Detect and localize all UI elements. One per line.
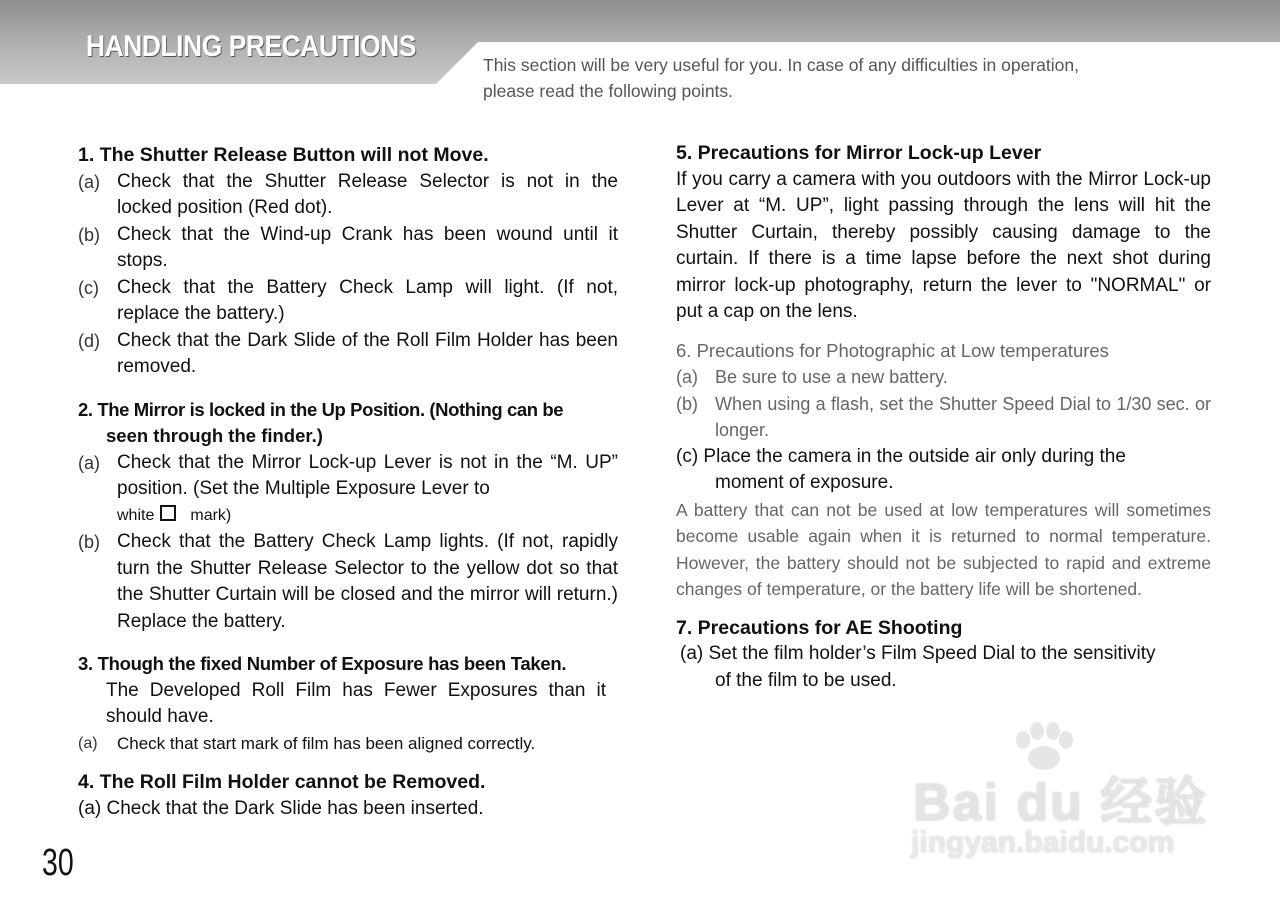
section-6-item-a (676, 364, 1211, 391)
section-2-item-a (78, 450, 618, 530)
item-text: Check that the Mirror Lock-up Lever is not in the “M. UP” position. (Set the Multiple Exposure Lever to (117, 451, 618, 499)
section-7 (676, 615, 1211, 695)
section-4 (78, 769, 618, 822)
section-2-title-cont: seen through the finder.) (106, 425, 323, 446)
section-6-item-c-cont: moment of exposure. (715, 472, 894, 493)
item-marker: (a) (78, 171, 100, 192)
section-2-title: 2. The Mirror is locked in the Up Position. (Nothing can be (78, 398, 564, 420)
item-marker: (a) (78, 734, 98, 752)
page-title: HANDLING PRECAUTIONS (86, 30, 417, 63)
section-1 (78, 142, 618, 381)
section-5-body: If you carry a camera with you outdoors with the Mirror Lock-up Lever at “M. UP”, light passing through the lens will hit the Shutter Curtain, thereby possibly causing damage to the curtain. If there is a time lapse before the next shot during mirror lock-up photography, return the lever to "NORMAL" or put a cap on the lens. (676, 168, 1211, 322)
intro-line-1: This section will be very useful for you. In case of any difficulties in operation, (483, 55, 1079, 75)
section-2-item-b (78, 529, 618, 635)
section-1-item-d (78, 328, 618, 381)
intro-line-2: please read the following points. (483, 81, 734, 101)
section-6-title: 6. Precautions for Photographic at Low temperatures (676, 339, 1109, 361)
mark-label: mark) (190, 506, 232, 524)
item-marker: (a) (78, 452, 100, 473)
right-column (676, 140, 1211, 694)
watermark-logo-text: Bai du 经验 (913, 774, 1209, 832)
section-4-item-a: (a) Check that the Dark Slide has been inserted. (78, 797, 484, 819)
section-1-title: 1. The Shutter Release Button will not Move. (78, 144, 489, 166)
section-3-body: The Developed Roll Film has Fewer Exposures than it should have. (106, 679, 606, 727)
item-text: Check that the Dark Slide of the Roll Film Holder has been removed. (117, 329, 618, 377)
page-number: 30 (42, 842, 74, 884)
section-3-item-a (78, 731, 618, 758)
item-text: Check that the Shutter Release Selector is not in the locked position (Red dot). (117, 170, 618, 218)
section-7-title: 7. Precautions for AE Shooting (676, 616, 963, 639)
section-6-item-b (676, 391, 1211, 444)
item-text: Check that the Battery Check Lamp will light. (If not, replace the battery.) (117, 276, 618, 324)
item-text: Check that the Wind-up Crank has been wound until it stops. (117, 223, 618, 271)
section-1-item-a (78, 169, 618, 222)
section-1-item-b (78, 222, 618, 275)
square-mark-icon (160, 505, 176, 521)
baidu-watermark (905, 722, 1215, 872)
watermark-url: jingyan.baidu.com (911, 826, 1175, 859)
section-6-item-c: (c) Place the camera in the outside air only during the (676, 445, 1126, 467)
section-4-title: 4. The Roll Film Holder cannot be Removed. (78, 771, 486, 793)
section-1-item-c (78, 275, 618, 328)
intro-text (483, 52, 1223, 104)
section-6 (676, 338, 1211, 603)
item-marker: (b) (78, 224, 100, 245)
item-text: Check that start mark of film has been aligned correctly. (117, 733, 536, 753)
white-label: white (117, 506, 155, 524)
section-5-title: 5. Precautions for Mirror Lock-up Lever (676, 142, 1042, 164)
item-marker: (d) (78, 330, 100, 351)
item-marker: (c) (78, 277, 99, 298)
item-text: When using a flash, set the Shutter Speed Dial to 1/30 sec. or longer. (715, 393, 1211, 440)
section-6-note: A battery that can not be used at low temperatures will sometimes become usable again when it is returned to normal temperature. However, the battery should not be subjected to rapid and extreme changes of temperature, or the battery life will be shortened. (676, 499, 1211, 599)
section-2 (78, 397, 618, 636)
section-3 (78, 651, 618, 757)
item-marker: (a) (676, 367, 698, 387)
item-marker: (b) (78, 532, 100, 552)
left-column (78, 142, 618, 822)
item-text: Check that the Battery Check Lamp lights. (If not, rapidly turn the Shutter Release Selector to the yellow dot so that the Shutter Curtain will be closed and the mirror will return.) Replace the battery. (117, 531, 618, 632)
section-7-item-a-cont: of the film to be used. (715, 669, 897, 691)
section-3-title: 3. Though the fixed Number of Exposure has been Taken. (78, 653, 567, 674)
item-marker: (b) (676, 393, 698, 414)
section-7-item-a: (a) Set the film holder’s Film Speed Dial to the sensitivity (680, 643, 1156, 664)
section-5 (676, 140, 1211, 326)
item-text-cont (117, 503, 618, 530)
item-text: Be sure to use a new battery. (715, 367, 948, 387)
